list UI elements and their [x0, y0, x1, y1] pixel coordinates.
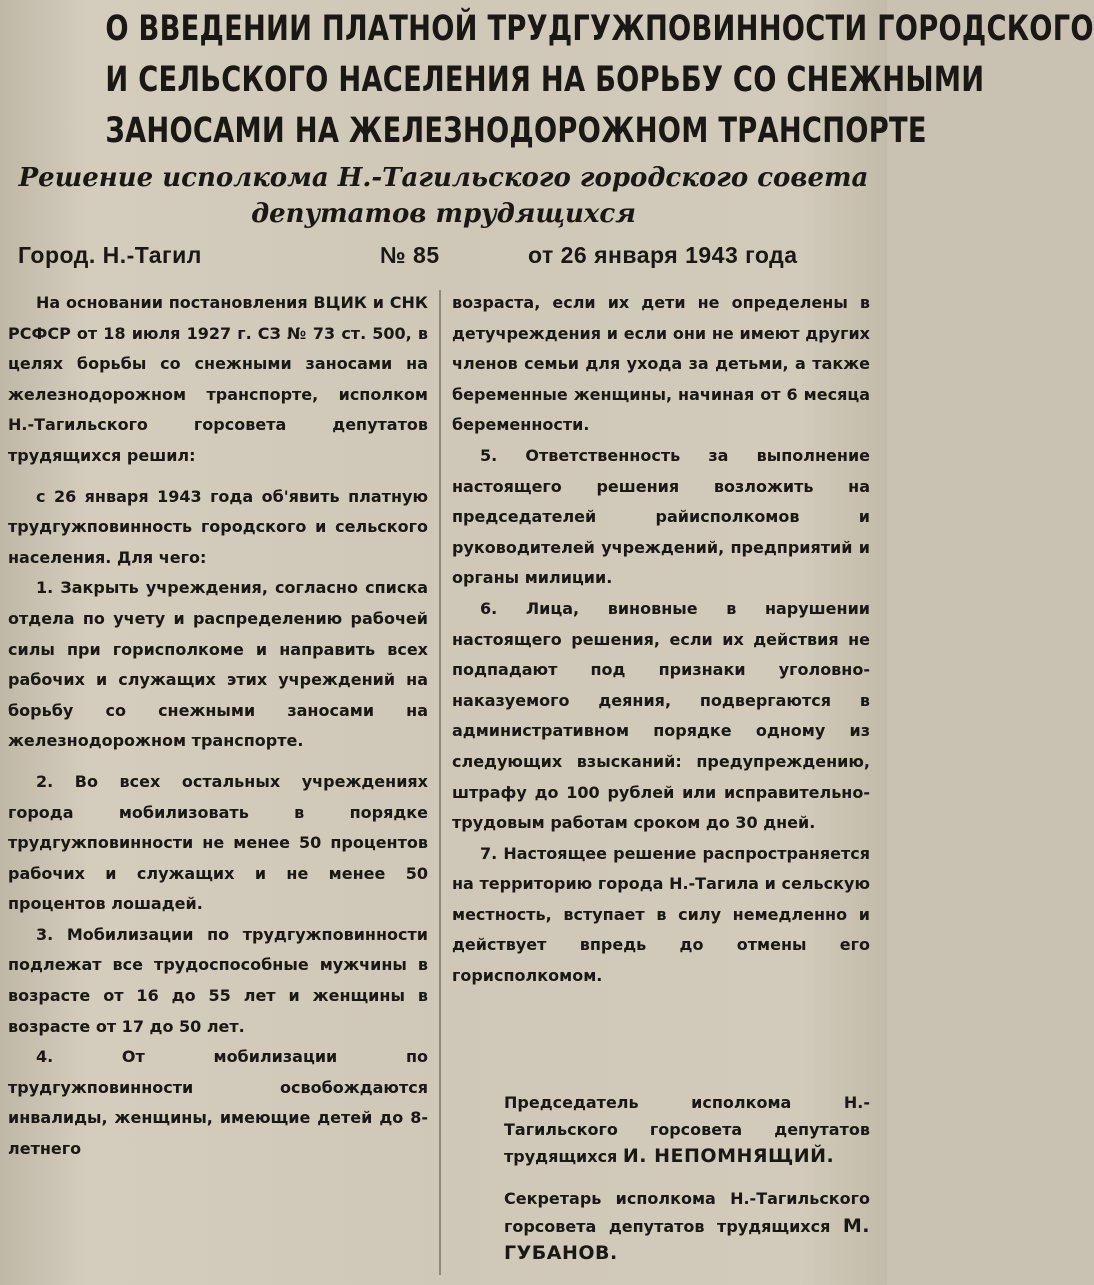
paragraph-item-6: 6. Лица, виновные в нарушении настоящего решения, если их действия не подпадают под признаки уголовно-наказуемого деяния, подвергаются в административном порядке одному из следующих взысканий: предупреждению, штрафу до 100 рублей или исправительно-трудовым работам сроком до 30 дней.: [452, 598, 870, 833]
subheadline-line-1: Решение исполкома Н.-Тагильского городского совета: [18, 163, 869, 193]
meta-date: от 26 января 1943 года: [528, 242, 798, 268]
paragraph-item-3: 3. Мобилизации по трудгужповинности подлежат все трудоспособные мужчины в возрасте от 16 до 55 лет и женщины в возрасте от 17 до 50 лет.: [8, 924, 428, 1036]
chairman-title: Председатель исполкома Н.-Тагильского горсовета депутатов трудящихся: [504, 1093, 870, 1166]
headline-line-1: О ВВЕДЕНИИ ПЛАТНОЙ ТРУДГУЖПОВИННОСТИ ГОРОДСКОГО: [105, 9, 1094, 49]
meta-place: Город. Н.-Тагил: [18, 242, 202, 268]
headline-line-2: И СЕЛЬСКОГО НАСЕЛЕНИЯ НА БОРЬБУ СО СНЕЖНЫМИ: [105, 60, 985, 100]
signature-chairman: [504, 1090, 870, 1171]
left-column: [8, 288, 428, 1165]
headline: [105, 4, 1094, 157]
subheadline-line-2: депутатов трудящихся: [251, 199, 636, 229]
paragraph-item-1: 1. Закрыть учреждения, согласно списка отдела по учету и распределению рабочей силы при горисполкоме и направить всех рабочих и служащих этих учреждений на борьбу со снежными заносами на железнодорожном транспорте.: [8, 578, 428, 751]
chairman-name: И. НЕПОМНЯЩИЙ.: [622, 1145, 835, 1167]
paragraph-item-4: 4. От мобилизации по трудгужповинности освобождаются инвалиды, женщины, имеющие детей до 8-летнего: [8, 1047, 428, 1159]
signature-secretary: [504, 1186, 870, 1268]
meta-number: № 85: [380, 242, 440, 268]
column-divider: [439, 290, 441, 1275]
paragraph-item-5: 5. Ответственность за выполнение настоящего решения возложить на председателей райисполкомов и руководителей учреждений, предприятий и органы милиции.: [452, 445, 870, 588]
secretary-title: Секретарь исполкома Н.-Тагильского горсовета депутатов трудящихся: [504, 1189, 870, 1236]
paragraph-item-2: 2. Во всех остальных учреждениях города мобилизовать в порядке трудгужповинности не менее 50 процентов рабочих и служащих и не менее 50 процентов лошадей.: [8, 771, 428, 914]
paragraph-preamble: На основании постановления ВЦИК и СНК РСФСР от 18 июля 1927 г. СЗ № 73 ст. 500, в целях борьбы со снежными заносами на железнодорожном транспорте, исполком Н.-Тагильского горсовета депутатов трудящихся решил:: [8, 293, 428, 465]
paragraph-declaration: с 26 января 1943 года об'явить платную трудгужповинность городского и сельского населения. Для чего:: [8, 486, 428, 567]
paragraph-item-7: 7. Настоящее решение распространяется на территорию города Н.-Тагила и сельскую местность, вступает в силу немедленно и действует впредь до отмены его горисполкомом.: [452, 843, 870, 986]
subheadline: [0, 160, 887, 232]
paragraph-item-4-continued: возраста, если их дети не определены в детучреждения и если они не имеют других членов семьи для ухода за детьми, а также беременные женщины, начиная от 6 месяца беременности.: [452, 293, 870, 435]
right-column: [452, 288, 870, 992]
secretary-name: М. ГУБАНОВ.: [504, 1214, 870, 1264]
headline-line-3: ЗАНОСАМИ НА ЖЕЛЕЗНОДОРОЖНОМ ТРАНСПОРТЕ: [105, 111, 927, 151]
